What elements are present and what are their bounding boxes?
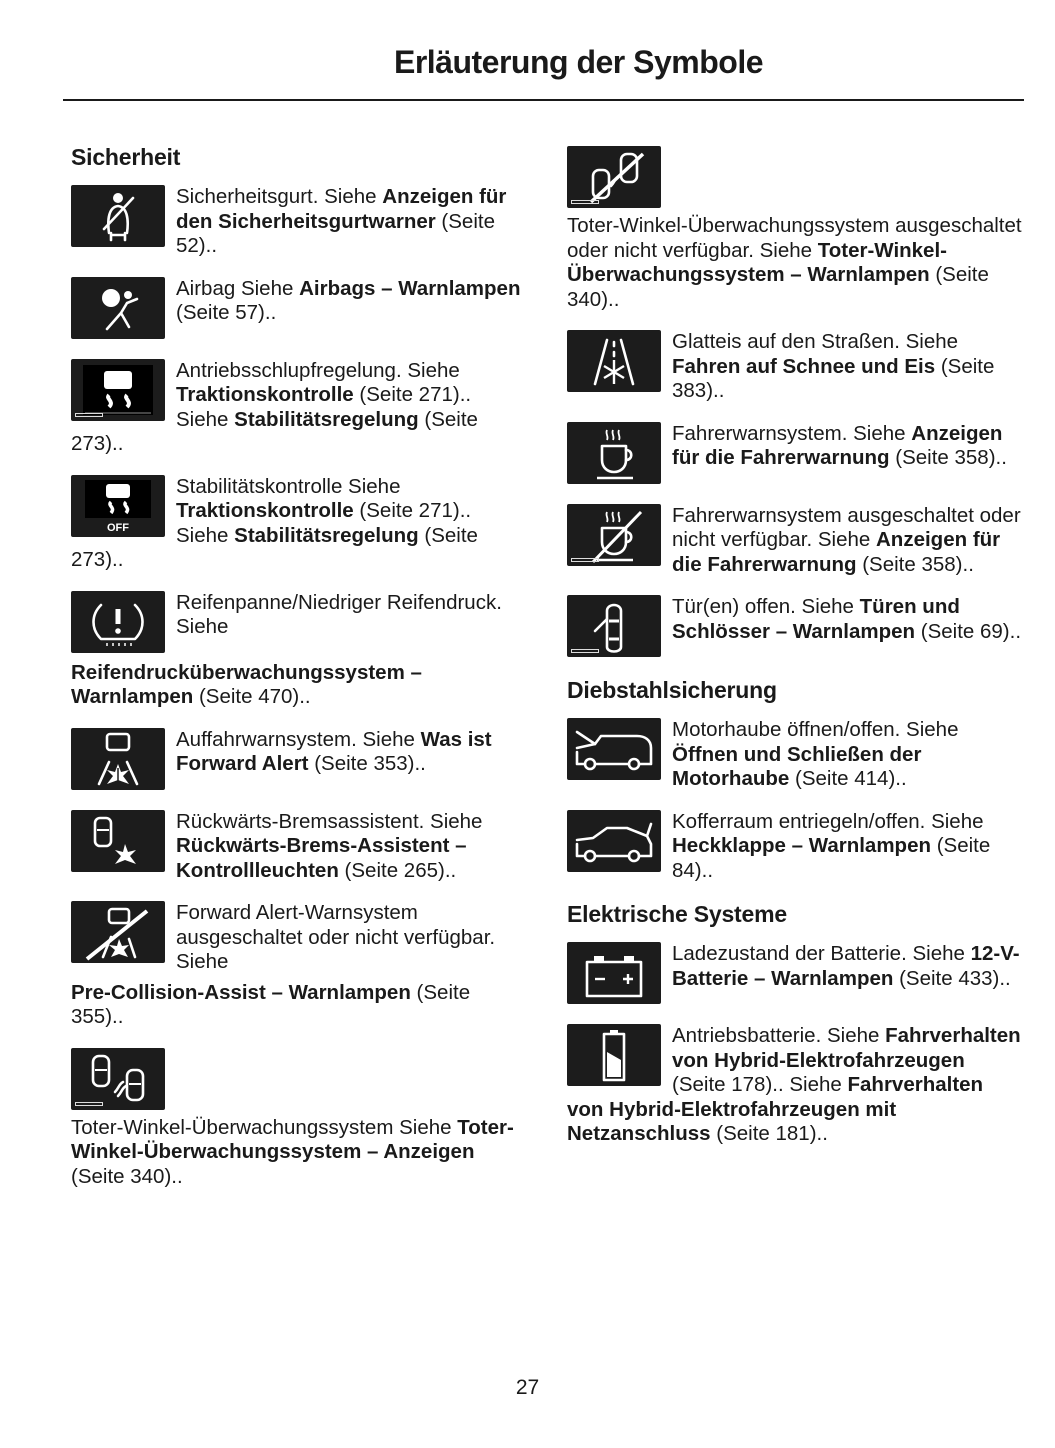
cross-reference[interactable]: Heckklappe – Warnlampen — [672, 834, 932, 857]
description-text: (Seite 273).. — [71, 407, 478, 455]
svg-text:OFF: OFF — [107, 521, 129, 534]
symbol-entry — [71, 810, 526, 884]
description-text: (Seite 353).. — [308, 752, 426, 775]
traction-control-icon — [71, 359, 165, 421]
description-text: (Seite 271).. Siehe — [176, 383, 472, 431]
description-text: (Seite 340).. — [71, 1164, 183, 1188]
seatbelt-icon — [71, 185, 165, 247]
symbol-entry — [71, 277, 526, 341]
cross-reference[interactable]: Airbags – Warnlampen — [299, 276, 521, 300]
description-text: Fahrerwarnsystem ausgeschaltet oder nicht verfügbar. Siehe — [672, 503, 1021, 551]
hood-open-icon — [567, 718, 661, 780]
cross-reference[interactable]: Stabilitätsregelung — [234, 407, 419, 431]
description-text: (Seite 414).. — [789, 767, 907, 790]
indicator-tag — [75, 1102, 103, 1106]
description-text: (Seite 181).. — [710, 1122, 828, 1145]
symbol-entry — [71, 475, 526, 573]
indicator-tag — [571, 558, 599, 562]
page-number: 27 — [515, 1376, 540, 1399]
description-text: (Seite 271).. Siehe — [176, 499, 472, 547]
indicator-tag — [571, 200, 599, 204]
description-text: Fahrerwarnsystem. Siehe — [672, 421, 912, 445]
symbol-entry — [71, 728, 526, 792]
title-divider — [63, 99, 1024, 101]
cross-reference[interactable]: Anzeigen für die Fahrerwarnung — [672, 421, 1003, 469]
traction-battery-icon — [567, 1024, 661, 1086]
symbol-entry — [71, 185, 526, 259]
symbol-entry — [71, 901, 526, 1030]
description-text: (Seite 84).. — [672, 834, 991, 882]
description-text: (Seite 178).. Siehe — [672, 1073, 848, 1096]
cross-reference[interactable]: Fahrverhalten von Hybrid-Elektrofahrzeugen mit Netzanschluss — [567, 1073, 984, 1145]
reverse-brake-assist-icon — [71, 810, 165, 872]
forward-alert-off-icon — [71, 901, 165, 963]
symbol-entry — [567, 810, 1022, 884]
description-text: (Seite 265).. — [338, 858, 457, 882]
electric-entries — [567, 942, 1022, 1147]
blind-spot-off-icon — [567, 146, 661, 208]
cross-reference[interactable]: Anzeigen für die Fahrerwarnung — [672, 528, 1001, 576]
description-text: (Seite 470).. — [193, 685, 311, 708]
symbol-entry — [71, 1048, 526, 1190]
description-text: Glatteis auf den Straßen. Siehe — [672, 330, 959, 353]
indicator-tag — [571, 649, 599, 653]
airbag-icon — [71, 277, 165, 339]
cross-reference[interactable]: Toter-Winkel-Überwachungssystem – Warnlampen — [567, 238, 947, 286]
cross-reference[interactable]: 12-V-Batterie – Warnlampen — [672, 942, 1020, 990]
description-text: Forward Alert-Warnsystem ausgeschaltet oder nicht verfügbar. Siehe — [176, 901, 496, 973]
description-text: (Seite 433).. — [893, 966, 1011, 990]
indicator-tag — [75, 413, 103, 417]
description-text: Airbag Siehe — [176, 276, 300, 300]
description-text: Antriebsbatterie. Siehe — [672, 1024, 886, 1047]
safety-entries-continued — [567, 146, 1022, 659]
description-text: (Seite 383).. — [672, 354, 995, 402]
symbol-entry — [71, 359, 526, 457]
description-text: Stabilitätskontrolle Siehe — [176, 474, 401, 498]
section-heading-safety: Sicherheit — [71, 144, 181, 170]
description-text: Rückwärts-Bremsassistent. Siehe — [176, 809, 483, 833]
description-text: (Seite 57).. — [176, 301, 277, 324]
cross-reference[interactable]: Toter-Winkel-Überwachungssystem – Anzeigen — [71, 1115, 514, 1163]
description-text: (Seite 273).. — [71, 523, 478, 571]
description-text: (Seite 355).. — [71, 980, 471, 1028]
description-text: (Seite 52).. — [176, 209, 495, 257]
left-column — [71, 140, 526, 1207]
description-text: Toter-Winkel-Überwachungssystem ausgeschaltet oder nicht verfügbar. Siehe — [567, 214, 1022, 262]
symbol-entry — [567, 146, 1022, 312]
cross-reference[interactable]: Fahren auf Schnee und Eis — [672, 354, 936, 378]
cross-reference[interactable]: Öffnen und Schließen der Motorhaube — [672, 742, 922, 790]
symbol-entry — [567, 718, 1022, 792]
door-open-icon — [567, 595, 661, 657]
stability-control-off-icon — [71, 475, 165, 537]
description-text: (Seite 340).. — [567, 263, 989, 311]
coffee-cup-off-icon — [567, 504, 661, 566]
symbol-entry — [567, 942, 1022, 1006]
right-column — [567, 146, 1022, 1165]
cross-reference[interactable]: Fahrverhalten von Hybrid-Elektrofahrzeugen — [672, 1024, 1021, 1072]
description-text: Auffahrwarnsystem. Siehe — [176, 727, 421, 751]
description-text: (Seite 358).. — [856, 552, 974, 576]
cross-reference[interactable]: Was ist Forward Alert — [176, 727, 492, 775]
description-text: Sicherheitsgurt. Siehe — [176, 185, 383, 208]
description-text: (Seite 358).. — [889, 446, 1007, 469]
symbol-entry — [567, 504, 1022, 578]
description-text: Kofferraum entriegeln/offen. Siehe — [672, 809, 984, 833]
description-text: Ladezustand der Batterie. Siehe — [672, 942, 971, 965]
cross-reference[interactable]: Rückwärts-Brems-Assistent – Kontrollleuchten — [176, 834, 467, 882]
icy-road-icon — [567, 330, 661, 392]
symbol-entry — [71, 591, 526, 710]
symbol-entry — [567, 330, 1022, 404]
cross-reference[interactable]: Stabilitätsregelung — [234, 523, 419, 547]
theft-entries — [567, 718, 1022, 883]
section-heading-theft: Diebstahlsicherung — [567, 677, 777, 703]
description-text: Antriebsschlupfregelung. Siehe — [176, 358, 460, 382]
forward-alert-icon — [71, 728, 165, 790]
description-text: Motorhaube öffnen/offen. Siehe — [672, 718, 959, 741]
cross-reference[interactable]: Reifendrucküberwachungssystem – Warnlampen — [71, 660, 422, 708]
safety-entries — [71, 185, 526, 1189]
trunk-open-icon — [567, 810, 661, 872]
cross-reference[interactable]: Traktionskontrolle — [176, 499, 354, 522]
cross-reference[interactable]: Türen und Schlösser – Warnlampen — [672, 595, 960, 643]
description-text: Tür(en) offen. Siehe — [672, 595, 860, 618]
section-heading-electric: Elektrische Systeme — [567, 901, 787, 927]
cross-reference[interactable]: Anzeigen für den Sicherheitsgurtwarner — [176, 185, 507, 233]
coffee-cup-icon — [567, 422, 661, 484]
description-text: Toter-Winkel-Überwachungssystem Siehe — [71, 1115, 458, 1139]
description-text: Reifenpanne/Niedriger Reifendruck. Siehe — [176, 590, 502, 638]
symbol-entry — [567, 1024, 1022, 1147]
page-title: Erläuterung der Symbole — [393, 44, 763, 80]
cross-reference[interactable]: Pre-Collision-Assist – Warnlampen — [71, 980, 411, 1004]
battery-icon — [567, 942, 661, 1004]
blind-spot-icon — [71, 1048, 165, 1110]
cross-reference[interactable]: Traktionskontrolle — [176, 383, 354, 406]
tire-pressure-icon — [71, 591, 165, 653]
symbol-entry — [567, 595, 1022, 659]
symbol-entry — [567, 422, 1022, 486]
description-text: (Seite 69).. — [915, 619, 1022, 643]
